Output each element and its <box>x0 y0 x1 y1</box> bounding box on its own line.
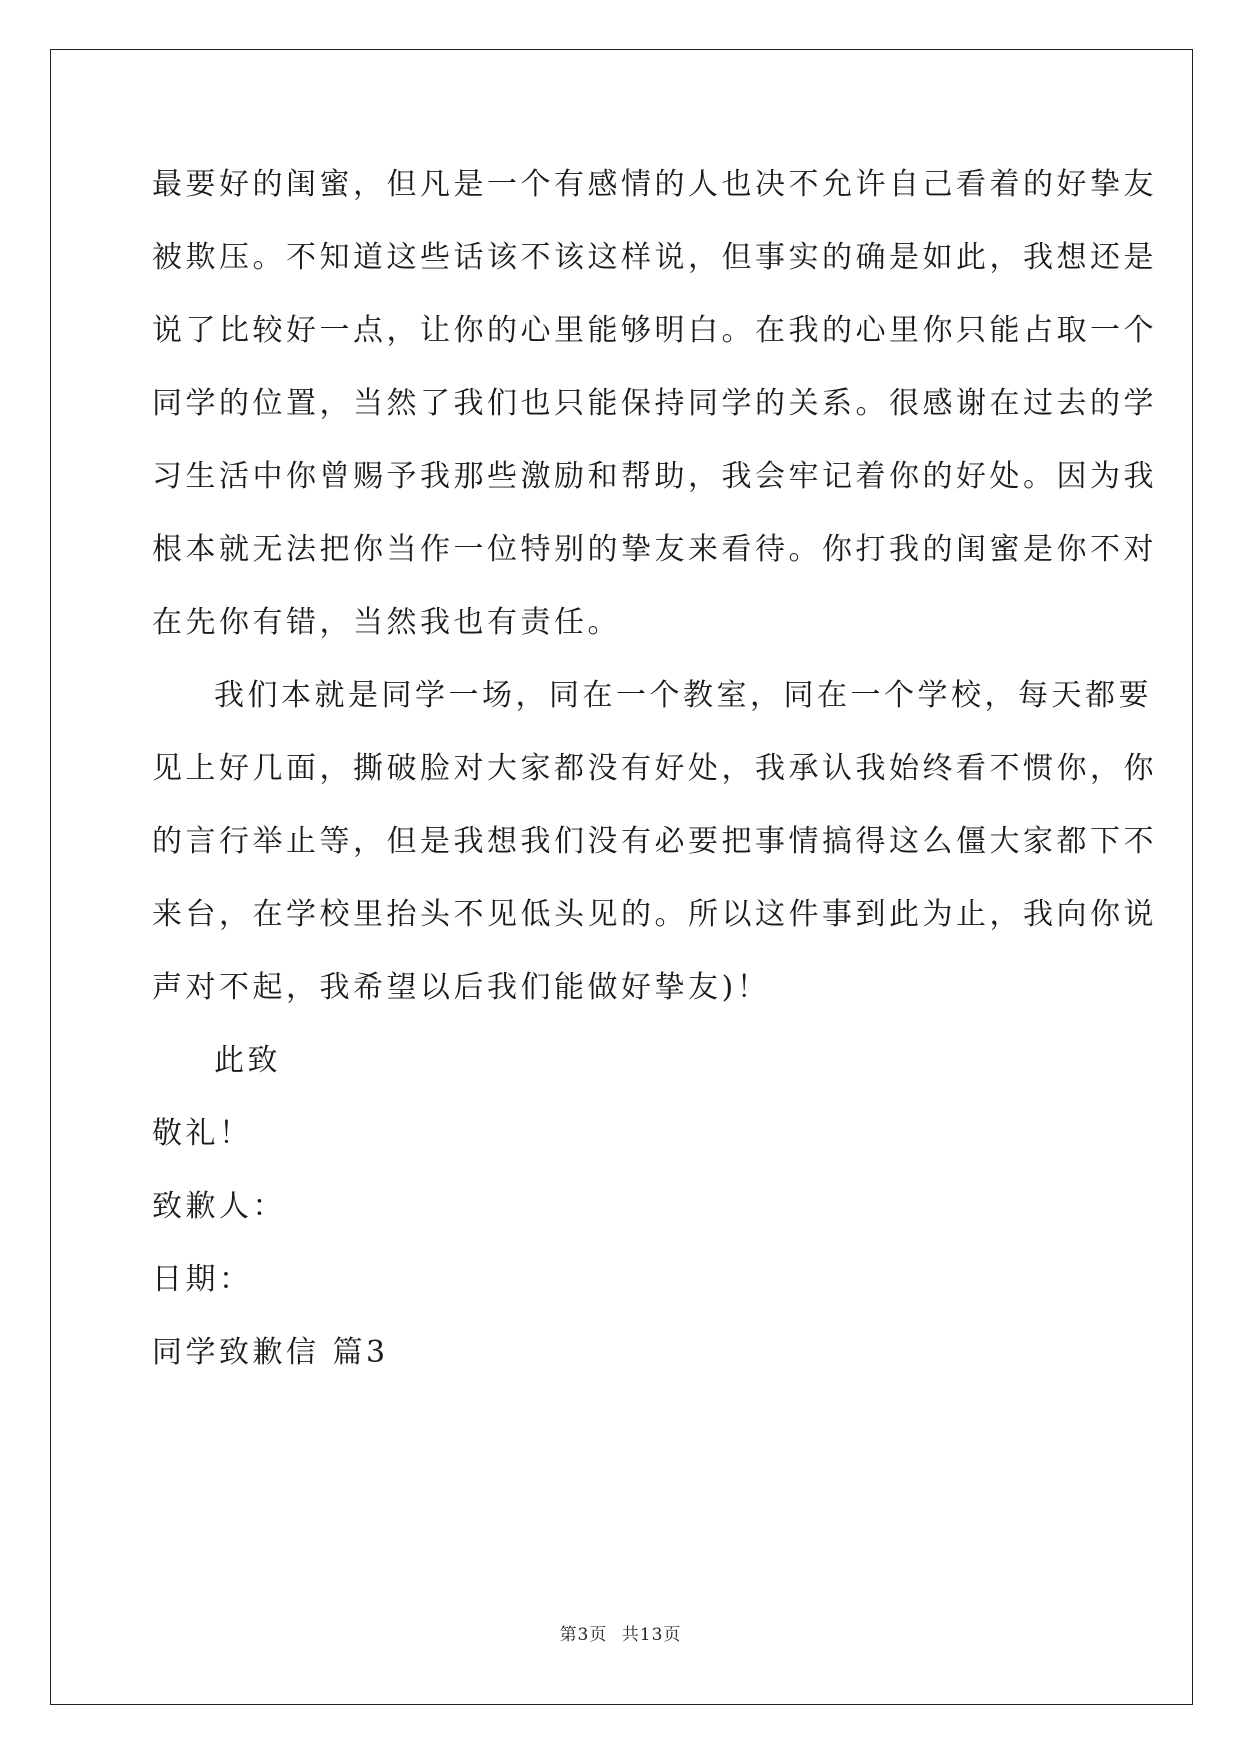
salute-text: 敬礼！ <box>152 1116 253 1151</box>
signer-label: 致歉人： <box>152 1189 286 1224</box>
page-footer <box>0 1620 1241 1645</box>
text-line: 来台，在学校里抬头不见低头见的。所以这件事到此为止，我向你说 <box>152 897 1157 932</box>
page-number: 第3页 <box>559 1625 608 1645</box>
text-line: 我们本就是同学一场，同在一个教室，同在一个学校，每天都要 <box>214 678 1152 713</box>
closing-text: 此致 <box>214 1043 281 1078</box>
text-line: 见上好几面，撕破脸对大家都没有好处，我承认我始终看不惯你，你 <box>152 751 1157 786</box>
date-label: 日期： <box>152 1262 253 1297</box>
text-line: 习生活中你曾赐予我那些激励和帮助，我会牢记着你的好处。因为我 <box>152 459 1157 494</box>
text-line: 同学的位置，当然了我们也只能保持同学的关系。很感谢在过去的学 <box>152 386 1157 421</box>
page-total: 共13页 <box>621 1625 682 1645</box>
text-line: 最要好的闺蜜，但凡是一个有感情的人也决不允许自己看着的好挚友 <box>152 167 1157 202</box>
text-line: 说了比较好一点，让你的心里能够明白。在我的心里你只能占取一个 <box>152 313 1157 348</box>
text-line: 根本就无法把你当作一位特别的挚友来看待。你打我的闺蜜是你不对 <box>152 532 1157 567</box>
page-border <box>50 49 1193 1705</box>
text-line: 声对不起，我希望以后我们能做好挚友)！ <box>152 970 771 1005</box>
text-line: 的言行举止等，但是我想我们没有必要把事情搞得这么僵大家都下不 <box>152 824 1157 859</box>
text-line: 被欺压。不知道这些话该不该这样说，但事实的确是如此，我想还是 <box>152 240 1157 275</box>
text-line: 在先你有错，当然我也有责任。 <box>152 605 621 640</box>
next-letter-title: 同学致歉信 篇3 <box>152 1335 389 1370</box>
